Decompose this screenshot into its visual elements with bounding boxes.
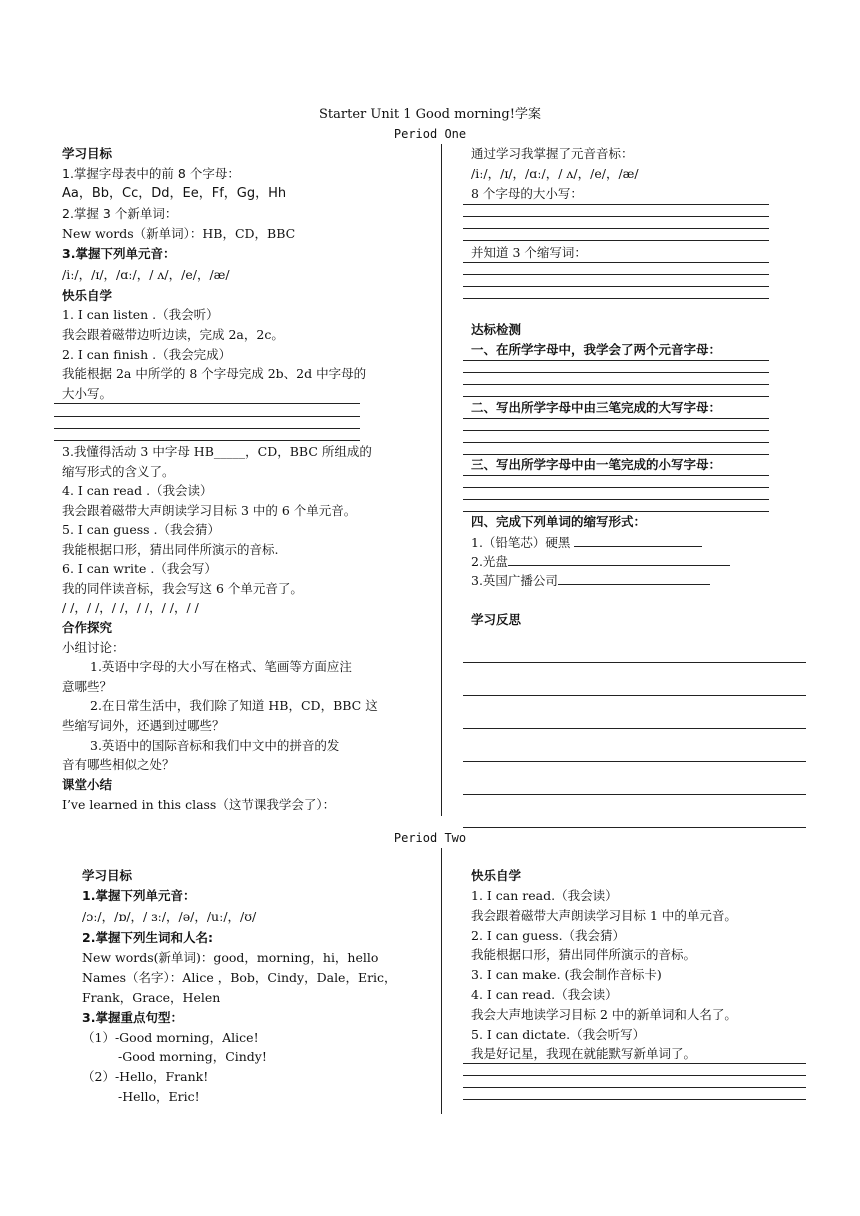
answer-line	[463, 511, 769, 512]
names-line-2: Frank，Grace，Helen	[82, 990, 221, 1005]
answer-line	[463, 442, 769, 443]
selfstudy-1: 1. I can listen .（我会听）	[62, 307, 219, 322]
selfstudy-3-line2: 缩写形式的含义了。	[62, 464, 175, 479]
group-discuss: 小组讨论：	[62, 640, 125, 655]
answer-line	[463, 418, 769, 419]
period-two-heading: Period Two	[393, 831, 467, 845]
dialog-1a: （1）-Good morning，Alice!	[82, 1030, 259, 1045]
p2-selfstudy-5: 5. I can dictate.（我会听写）	[471, 1027, 646, 1042]
answer-line	[463, 475, 769, 476]
answer-line	[54, 403, 360, 404]
goals-heading: 学习目标	[62, 146, 113, 161]
new-words-2: New words(新单词)：good，morning，hi，hello	[82, 950, 379, 965]
goal-1-2: 1.掌握下列单元音：	[82, 888, 196, 903]
answer-line	[463, 695, 806, 696]
vowels-list-2: /ɔː/，/ɒ/，/ ɜː/，/ə/，/uː/，/ʊ/	[82, 909, 257, 924]
test-1: 一、在所学字母中，我学会了两个元音字母：	[471, 342, 722, 357]
answer-line	[463, 274, 769, 275]
answer-line	[463, 1087, 806, 1088]
summary-heading: 课堂小结	[62, 777, 113, 792]
summary-text: I’ve learned in this class（这节课我学会了）：	[62, 797, 336, 812]
answer-line	[463, 384, 769, 385]
p2-selfstudy-1-desc: 我会跟着磁带大声朗读学习目标 1 中的单元音。	[471, 908, 737, 923]
answer-line	[463, 262, 769, 263]
selfstudy-6: 6. I can write .（我会写）	[62, 561, 217, 576]
column-divider	[441, 848, 442, 1114]
answer-line	[463, 372, 769, 373]
names-line-1: Names（名字）：Alice ，Bob，Cindy，Dale，Eric，	[82, 970, 397, 985]
p2-selfstudy-5-desc: 我是好记星，我现在就能默写新单词了。	[471, 1046, 697, 1061]
answer-line	[54, 428, 360, 429]
dialog-2a: （2）-Hello，Frank!	[82, 1069, 209, 1084]
answer-line	[463, 827, 806, 828]
goal-3-2: 3.掌握重点句型：	[82, 1010, 183, 1025]
letters-list: Aa，Bb，Cc，Dd，Ee，Ff，Gg，Hh	[62, 186, 287, 201]
p2-selfstudy-3: 3. I can make. (我会制作音标卡)	[471, 967, 662, 982]
selfstudy-heading-2: 快乐自学	[471, 868, 522, 883]
selfstudy-2-desc-line2: 大小写。	[62, 386, 113, 401]
p2-selfstudy-1: 1. I can read.（我会读）	[471, 888, 618, 903]
selfstudy-4-desc: 我会跟着磁带大声朗读学习目标 3 中的 6 个单元音。	[62, 503, 357, 518]
answer-line	[463, 728, 806, 729]
test-4: 四、完成下列单词的缩写形式：	[471, 514, 647, 529]
selfstudy-4: 4. I can read .（我会读）	[62, 483, 213, 498]
selfstudy-1-desc: 我会跟着磁带边听边读，完成 2a，2c。	[62, 327, 284, 342]
coop-heading: 合作探究	[62, 620, 113, 635]
question-1-line1: 1.英语中字母的大小写在格式、笔画等方面应注	[90, 659, 352, 674]
selfstudy-heading: 快乐自学	[62, 288, 113, 303]
test-2: 二、写出所学字母中由三笔完成的大写字母：	[471, 400, 722, 415]
p2-selfstudy-2: 2. I can guess.（我会猜）	[471, 928, 626, 943]
learned-vowels: 通过学习我掌握了元音音标：	[471, 146, 634, 161]
test-heading: 达标检测	[471, 322, 522, 337]
goals-heading-2: 学习目标	[82, 868, 133, 883]
answer-line	[463, 360, 769, 361]
answer-line	[463, 204, 769, 205]
goal-1: 1.掌握字母表中的前 8 个字母：	[62, 166, 240, 181]
answer-line	[463, 1099, 806, 1100]
selfstudy-2-desc-line1: 我能根据 2a 中所学的 8 个字母完成 2b、2d 中字母的	[62, 366, 367, 381]
dialog-1b: -Good morning，Cindy!	[118, 1049, 267, 1064]
answer-line	[463, 794, 806, 795]
answer-line	[463, 487, 769, 488]
answer-line	[463, 298, 769, 299]
answer-line	[463, 1075, 806, 1076]
test-4-item-2: 2.光盘	[471, 553, 730, 570]
test-4-item-3: 3.英国广播公司	[471, 572, 710, 589]
question-3-line2: 音有哪些相似之处？	[62, 757, 175, 772]
question-2-line1: 2.在日常生活中，我们除了知道 HB，CD，BBC 这	[90, 698, 378, 713]
goal-2-2: 2.掌握下列生词和人名:	[82, 930, 213, 945]
answer-line	[463, 228, 769, 229]
test-4-item-1: 1.（铅笔芯）硬黑	[471, 534, 702, 551]
new-words: New words（新单词）：HB，CD，BBC	[62, 226, 296, 241]
p2-selfstudy-4: 4. I can read.（我会读）	[471, 987, 618, 1002]
answer-line	[463, 240, 769, 241]
answer-line	[463, 761, 806, 762]
answer-line	[54, 416, 360, 417]
page-title: Starter Unit 1 Good morning!学案	[319, 107, 541, 122]
column-divider	[441, 144, 442, 816]
goal-3: 3.掌握下列单元音：	[62, 246, 176, 261]
p2-selfstudy-4-desc: 我会大声地读学习目标 2 中的新单词和人名了。	[471, 1007, 737, 1022]
answer-line	[463, 662, 806, 663]
selfstudy-2: 2. I can finish .（我会完成）	[62, 347, 232, 362]
dialog-2b: -Hello，Eric!	[118, 1089, 200, 1104]
letters-case: 8 个字母的大小写：	[471, 186, 583, 201]
answer-line	[463, 499, 769, 500]
selfstudy-6-desc: 我的同伴读音标，我会写这 6 个单元音了。	[62, 581, 303, 596]
selfstudy-5: 5. I can guess .（我会猜）	[62, 522, 221, 537]
p2-selfstudy-2-desc: 我能根据口形，猜出同伴所演示的音标。	[471, 947, 697, 962]
question-2-line2: 些缩写词外，还遇到过哪些？	[62, 718, 225, 733]
period-one-heading: Period One	[393, 127, 467, 141]
answer-line	[54, 440, 360, 441]
question-3-line1: 3.英语中的国际音标和我们中文中的拼音的发	[90, 738, 340, 753]
answer-line	[463, 286, 769, 287]
answer-line	[463, 1063, 806, 1064]
answer-line	[463, 216, 769, 217]
question-1-line2: 意哪些？	[62, 679, 113, 694]
test-3: 三、写出所学字母中由一笔完成的小写字母：	[471, 457, 722, 472]
reflect-heading: 学习反思	[471, 612, 522, 627]
vowels-list: /iː/，/ɪ/，/ɑː/，/ ʌ/，/e/，/æ/	[62, 267, 230, 282]
answer-line	[463, 396, 769, 397]
selfstudy-3-line1: 3.我懂得活动 3 中字母 HB_____，CD，BBC 所组成的	[62, 444, 372, 459]
phonetic-blanks: / /，/ /，/ /，/ /，/ /，/ /	[62, 600, 199, 615]
answer-line	[463, 430, 769, 431]
abbr-label: 并知道 3 个缩写词：	[471, 245, 587, 260]
goal-2: 2.掌握 3 个新单词：	[62, 206, 178, 221]
answer-line	[463, 454, 769, 455]
vowels-list-right: /iː/，/ɪ/，/ɑː/，/ ʌ/，/e/，/æ/	[471, 166, 639, 181]
selfstudy-5-desc: 我能根据口形，猜出同伴所演示的音标.	[62, 542, 279, 557]
